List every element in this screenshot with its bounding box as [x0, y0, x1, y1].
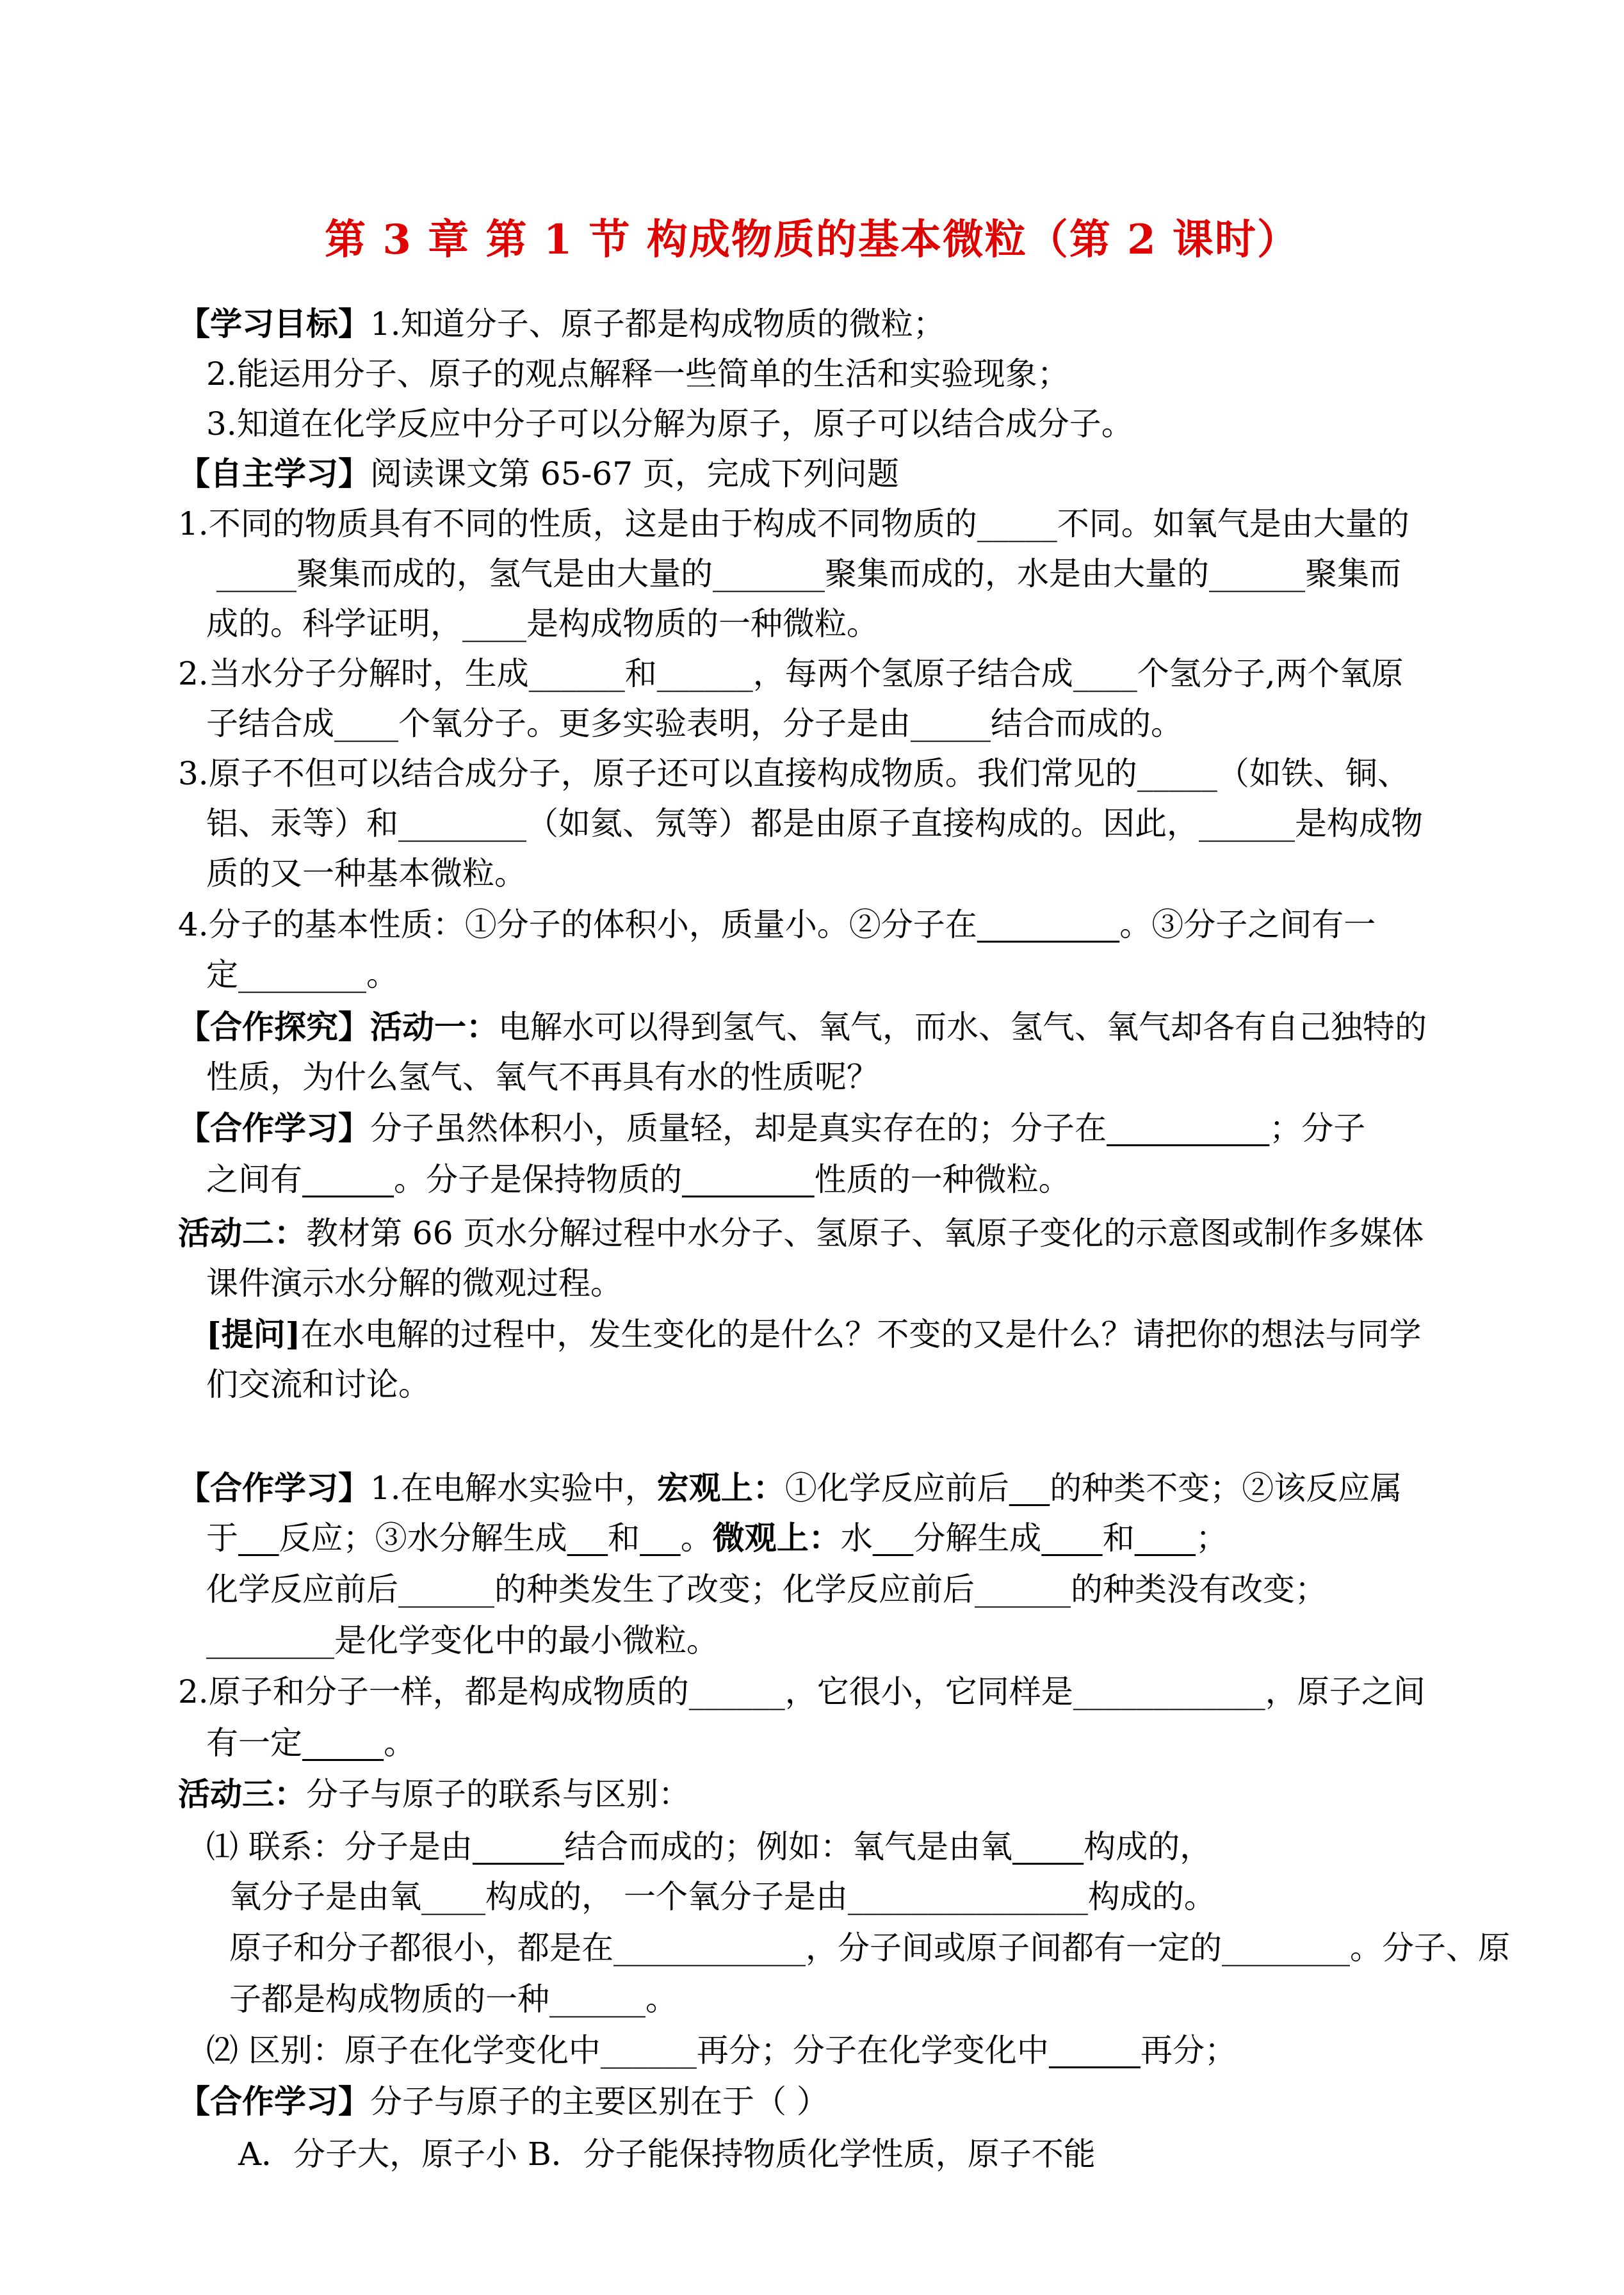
text-run: ；分子 — [1269, 1110, 1366, 1147]
text-run: 再分； — [1140, 2032, 1237, 2069]
text-line — [178, 1465, 1402, 1511]
text-run: 分子与原子的联系与区别： — [306, 1776, 690, 1813]
text-run: 电解水可以得到氢气、氧气，而水、氢气、氧气却各有自己独特的 — [498, 1009, 1427, 1046]
text-run: 于 — [206, 1520, 238, 1557]
text-line — [238, 2131, 1096, 2177]
text-run: 分解生成 — [913, 1520, 1042, 1557]
text-run: 分子与原子的主要区别在于（ ） — [370, 2083, 829, 2120]
text-run: 的种类不变；②该反应属 — [1050, 1470, 1402, 1507]
text-line — [178, 1669, 1425, 1715]
answer-blank — [682, 1161, 815, 1198]
text-run: 性质的一种微粒。 — [814, 1161, 1071, 1198]
text-run: 1.不同的物质具有不同的性质，这是由于构成不同物质的_____不同。如氧气是由大量的 — [178, 505, 1409, 542]
text-line — [178, 301, 945, 347]
text-run: 结合而成的；例如：氧气是由氧 — [564, 1828, 1012, 1865]
text-line — [229, 1874, 1216, 1920]
answer-blank — [567, 1520, 608, 1557]
text-run: 和 — [1102, 1520, 1135, 1557]
answer-blank — [1009, 1470, 1050, 1507]
answer-blank — [1041, 1520, 1102, 1557]
text-line — [206, 1515, 1228, 1561]
text-line — [178, 1771, 690, 1817]
text-run: 分子虽然体积小，质量轻，却是真实存在的；分子在 — [370, 1110, 1107, 1147]
text-run: 。分子是保持物质的 — [394, 1161, 683, 1198]
text-run: 质的又一种基本微粒。 — [206, 855, 526, 892]
answer-blank — [238, 1520, 279, 1557]
text-line — [178, 2079, 829, 2125]
text-run: ①化学反应前后 — [784, 1470, 1009, 1507]
text-run: 3.知道在化学反应中分子可以分解为原子，原子可以结合成分子。 — [206, 405, 1133, 442]
answer-blank — [873, 1520, 914, 1557]
text-run: 2.当水分子分解时，生成______和______，每两个氢原子结合成____个氢分子,两个氧原 — [178, 655, 1404, 692]
answer-blank — [1135, 1520, 1196, 1557]
text-run: 氧分子是由氧____构成的， 一个氧分子是由_______________构成的。 — [229, 1878, 1216, 1915]
text-run: 课件演示水分解的微观过程。 — [206, 1265, 622, 1302]
text-run: 性质，为什么氢气、氧气不再具有水的性质呢？ — [206, 1058, 879, 1096]
section-label: 【合作探究】活动一： — [178, 1008, 498, 1046]
text-run: 原子和分子都很小，都是在____________，分子间或原子间都有一定的________。分子、原 — [229, 1929, 1510, 1967]
text-run: 之间有 — [206, 1161, 302, 1198]
answer-blank — [302, 1724, 384, 1762]
text-run: 3.原子不但可以结合成分子，原子还可以直接构成物质。我们常见的_____（如铁、铜、 — [178, 755, 1409, 792]
answer-blank — [1107, 1110, 1269, 1147]
text-line — [178, 451, 899, 497]
text-run: 反应；③水分解生成 — [279, 1520, 567, 1557]
text-line — [206, 1260, 622, 1306]
section-label: [提问] — [206, 1315, 301, 1353]
text-run: 1.在电解水实验中， — [370, 1470, 657, 1507]
text-run: ________是化学变化中的最小微粒。 — [206, 1622, 719, 1659]
text-run: 在水电解的过程中，发生变化的是什么？不变的又是什么？请把你的想法与同学 — [300, 1316, 1422, 1353]
text-line — [206, 952, 398, 998]
text-run: ⑴ 联系：分子是由 — [206, 1828, 473, 1865]
text-run: 教材第 66 页水分解过程中水分子、氢原子、氧原子变化的示意图或制作多媒体 — [306, 1215, 1424, 1252]
section-label: 【合作学习】 — [178, 1109, 370, 1147]
text-run: 们交流和讨论。 — [206, 1366, 430, 1403]
text-run: 。③分子之间有一 — [1119, 906, 1376, 943]
section-label: 活动三： — [178, 1775, 306, 1813]
text-line — [206, 1156, 1071, 1203]
answer-blank — [977, 906, 1120, 943]
section-label: 宏观上： — [656, 1469, 785, 1507]
text-run: 有一定 — [206, 1724, 302, 1762]
text-line — [206, 701, 1183, 747]
text-run: _____聚集而成的，氢气是由大量的_______聚集而成的，水是由大量的______聚集而 — [216, 555, 1401, 592]
text-line — [178, 750, 1409, 797]
text-line — [178, 1105, 1365, 1151]
answer-blank — [640, 1520, 681, 1557]
answer-blank — [302, 1161, 394, 1198]
text-line — [178, 651, 1404, 697]
text-run: ⑵ 区别：原子在化学变化中______再分；分子在化学变化中 — [206, 2032, 1049, 2069]
text-line — [178, 902, 1376, 948]
text-run: 子都是构成物质的一种______。 — [229, 1981, 678, 2018]
text-run: ； — [1196, 1520, 1228, 1557]
text-line — [206, 2027, 1237, 2073]
text-run: 子结合成____个氧分子。更多实验表明，分子是由_____结合而成的。 — [206, 705, 1183, 742]
text-line — [178, 501, 1409, 547]
text-line — [178, 1210, 1424, 1256]
text-run: 化学反应前后______的种类发生了改变；化学反应前后______的种类没有改变； — [206, 1571, 1327, 1608]
text-run: 4.分子的基本性质：①分子的体积小，质量小。②分子在 — [178, 906, 977, 943]
section-label: 微观上： — [712, 1519, 841, 1557]
text-line — [206, 1824, 1212, 1870]
page-title: 第 3 章 第 1 节 构成物质的基本微粒（第 2 课时） — [325, 216, 1299, 264]
text-line — [206, 1054, 879, 1100]
section-label: 【合作学习】 — [178, 1469, 370, 1507]
answer-blank — [1049, 2032, 1141, 2069]
text-run: 1.知道分子、原子都是构成物质的微粒； — [370, 305, 945, 343]
text-run: 和 — [608, 1520, 640, 1557]
text-run: 水 — [840, 1520, 873, 1557]
text-line — [229, 1925, 1510, 1971]
text-run: 定________。 — [206, 956, 398, 993]
text-run: 。 — [680, 1520, 713, 1557]
text-run: 2.能运用分子、原子的观点解释一些简单的生活和实验现象； — [206, 355, 1069, 393]
text-line — [206, 401, 1133, 447]
text-line — [206, 351, 1069, 397]
text-line — [206, 1720, 416, 1766]
text-run: 构成的， — [1084, 1828, 1212, 1865]
section-label: 【学习目标】 — [178, 305, 370, 343]
text-line — [206, 1311, 1421, 1358]
text-line — [229, 1976, 678, 2022]
text-line — [216, 551, 1401, 597]
answer-blank — [473, 1828, 564, 1865]
section-label: 【自主学习】 — [178, 455, 370, 492]
section-label: 【合作学习】 — [178, 2082, 370, 2120]
text-line — [206, 1566, 1327, 1612]
answer-blank — [1012, 1828, 1084, 1865]
text-line — [206, 800, 1423, 847]
section-label: 活动二： — [178, 1214, 306, 1252]
text-run: A．分子大，原子小 B．分子能保持物质化学性质，原子不能 — [238, 2136, 1096, 2173]
text-line — [206, 850, 526, 896]
text-run: 2.原子和分子一样，都是构成物质的______，它很小，它同样是____________，原子之间 — [178, 1673, 1425, 1710]
text-line — [206, 1361, 430, 1407]
text-run: 。 — [384, 1724, 416, 1762]
text-line — [206, 1618, 719, 1664]
text-run: 铝、汞等）和________（如氦、氖等）都是由原子直接构成的。因此，______是构成物 — [206, 805, 1423, 842]
text-run: 阅读课文第 65-67 页，完成下列问题 — [370, 455, 899, 492]
text-run: 成的。科学证明，____是构成物质的一种微粒。 — [206, 605, 879, 642]
text-line — [206, 601, 879, 647]
text-line — [178, 1004, 1427, 1050]
